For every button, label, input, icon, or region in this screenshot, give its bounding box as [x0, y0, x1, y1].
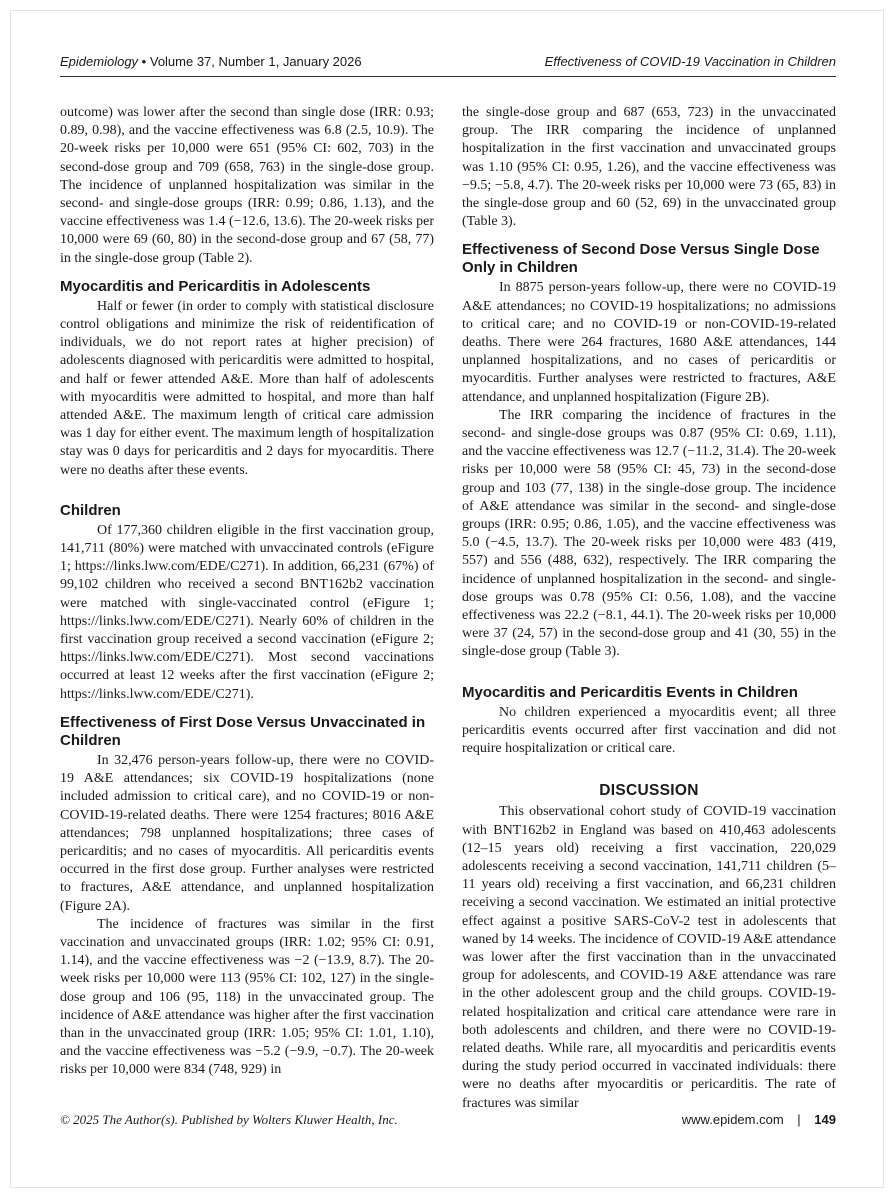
paragraph: In 8875 person-years follow-up, there were no COVID-19 A&E attendances; no COVID-19 hospitalizations; no admissions to critical care; and no COVID-19 or non-COVID-19-related deaths. There were 264 fractures, 1680 A&E attendances, 144 unplanned hospitalizations, and no cases of pericarditis or myocarditis. Further analyses were restricted to fractures, A&E attendance, and unplanned hospitalization (Figure 2B). — [462, 280, 836, 405]
paragraph: Of 177,360 children eligible in the first vaccination group, 141,711 (80%) were matched with unvaccinated controls (eFigure 1; https://links.lww.com/EDE/C271). In addition, 66,231 (67%) of 99,102 children who received a second BNT162b2 vaccination were matched with single-vaccinated control (eFigure 1; https://links.lww.com/EDE/C271). Nearly 60% of children in the first vaccination group received a second vaccination (eFigure 2; https://links.lww.com/EDE/C271). Most second vaccinations occurred at least 12 weeks after the first vaccination (eFigure 2; https://links.lww.com/EDE/C271). — [60, 522, 434, 702]
left-column — [60, 104, 434, 1080]
journal-name: Epidemiology — [60, 54, 139, 69]
paragraph: outcome) was lower after the second than single dose (IRR: 0.93; 0.89, 0.98), and the vaccine effectiveness was 6.8 (2.5, 10.9). The 20-week risks per 10,000 were 651 (95% CI: 602, 703) in the second-dose group and 709 (658, 763) in the single-dose group. The incidence of unplanned hospitalization was similar in the second- and single-dose groups (IRR: 0.99; 0.86, 1.13), and the vaccine effectiveness was 1.4 (−12.6, 13.6). The 20-week risks per 10,000 were 69 (60, 80) in the second-dose group and 67 (58, 77) in the single-dose group (Table 2). — [60, 105, 434, 266]
paragraph: Half or fewer (in order to comply with statistical disclosure control obligations and minimize the risk of reidentification of individuals, we do not report rates at higher precision) of adolescents diagnosed with pericarditis were admitted to hospital, and half or fewer attended A&E. More than half of adolescents with myocarditis were admitted to hospital, and more than half attended A&E. The maximum length of critical care admission was 1 day for either event. The maximum length of hospitalization stay was 0 days for pericarditis and 2 days for myocarditis. There were no deaths after these events. — [60, 298, 434, 478]
issue-info: Volume 37, Number 1, January 2026 — [149, 54, 362, 69]
copyright-notice: © 2025 The Author(s). Published by Wolters Kluwer Health, Inc. — [60, 1112, 398, 1127]
section-heading-discussion: DISCUSSION — [599, 782, 699, 800]
paragraph: the single-dose group and 687 (653, 723) in the unvaccinated group. The IRR comparing the incidence of unplanned hospitalization in the first vaccination and unvaccinated groups was 1.10 (95% CI: 0.95, 1.26), and the vaccine effectiveness was −9.5; −5.8, 4.7). The 20-week risks per 10,000 were 73 (65, 83) in the single-dose group and 60 (52, 69) in the unvaccinated group (Table 3). — [462, 105, 836, 230]
paragraph: In 32,476 person-years follow-up, there were no COVID-19 A&E attendances; six COVID-19 hospitalizations (none included admission to critical care), and no COVID-19 or non-COVID-19-related deaths. There were 1254 fractures; 8016 A&E attendances; 798 unplanned hospitalizations; three cases of pericarditis; and no cases of myocarditis. All pericarditis events occurred in the first dose group. Further analyses were restricted to fractures, A&E attendance, and unplanned hospitalization (Figure 2A). — [60, 752, 434, 914]
right-column — [462, 104, 836, 1113]
footer-separator: | — [797, 1112, 801, 1127]
section-heading: Children — [60, 501, 121, 519]
section-heading: Effectiveness of First Dose Versus Unvaccinated in Children — [60, 713, 426, 749]
footer-right — [682, 1112, 836, 1127]
running-head — [60, 54, 836, 69]
section-heading: Myocarditis and Pericarditis in Adolescents — [60, 277, 371, 295]
page-footer — [60, 1112, 836, 1128]
section-heading: Myocarditis and Pericarditis Events in Children — [462, 683, 798, 701]
header-bullet: • — [141, 54, 147, 69]
header-rule — [60, 76, 836, 77]
paragraph: This observational cohort study of COVID-19 vaccination with BNT162b2 in England was based on 410,463 adolescents (12–15 years old) receiving a first vaccination, 220,029 adolescents receiving a second vaccination, 141,711 children (5–11 years old) receiving a first vaccination, and 66,231 children receiving a second vaccination. We estimated an initial protective effect against a positive SARS-CoV-2 test in adolescents that waned by 14 weeks. The incidence of COVID-19 A&E attendance was lower after the first vaccination than in the unvaccinated group for adolescents, and COVID-19 A&E attendance was rare in the other adolescent group and the child groups. COVID-19-related hospitalization and critical care attendance were rare in both adolescents and children, and there were no COVID-19-related deaths. While rare, all myocarditis and pericarditis events during the study period occurred in vaccinated individuals: there were no deaths after myocarditis or pericarditis. The rate of fractures was similar — [462, 804, 836, 1111]
journal-issue — [60, 54, 362, 69]
section-heading: Effectiveness of Second Dose Versus Single Dose Only in Children — [462, 241, 820, 277]
website-link[interactable]: www.epidem.com — [681, 1112, 784, 1127]
paragraph: The incidence of fractures was similar in the first vaccination and unvaccinated groups (IRR: 1.02; 95% CI: 0.91, 1.14), and the vaccine effectiveness was −2 (−13.9, 8.7). The 20-week risks per 10,000 were 113 (95% CI: 102, 127) in the single-dose group and 106 (95, 118) in the unvaccinated group. The incidence of A&E attendance was higher after the first vaccination than in the unvaccinated group (IRR: 1.05; 95% CI: 1.01, 1.10), and the vaccine effectiveness was −5.2 (−9.9, −0.7). The 20-week risks per 10,000 were 834 (748, 929) in — [60, 916, 434, 1078]
paragraph: No children experienced a myocarditis event; all three pericarditis events occurred after first vaccination and did not require hospitalization or critical care. — [462, 704, 836, 757]
paragraph: The IRR comparing the incidence of fractures in the second- and single-dose groups was 0.87 (95% CI: 0.69, 1.11), and the vaccine effectiveness was 12.7 (−11.2, 31.4). The 20-week risks per 10,000 were 58 (95% CI: 45, 73) in the second-dose group and 103 (77, 138) in the single-dose group. The incidence of A&E attendance was similar in the second- and single-dose groups (IRR: 0.95; 0.86, 1.05), and the vaccine effectiveness was 5.0 (−4.5, 13.7). The 20-week risks per 10,000 were 483 (419, 557) and 556 (488, 632), respectively. The IRR comparing the incidence of unplanned hospitalization in the second- and single-dose groups was 0.78 (95% CI: 0.56, 1.08), and the vaccine effectiveness was 22.2 (−8.1, 44.1). The 20-week risks per 10,000 were 37 (24, 57) in the second-dose group and 41 (30, 55) in the single-dose group (Table 3). — [462, 407, 836, 660]
running-title: Effectiveness of COVID-19 Vaccination in Children — [544, 54, 836, 69]
page-number: 149 — [814, 1112, 836, 1127]
